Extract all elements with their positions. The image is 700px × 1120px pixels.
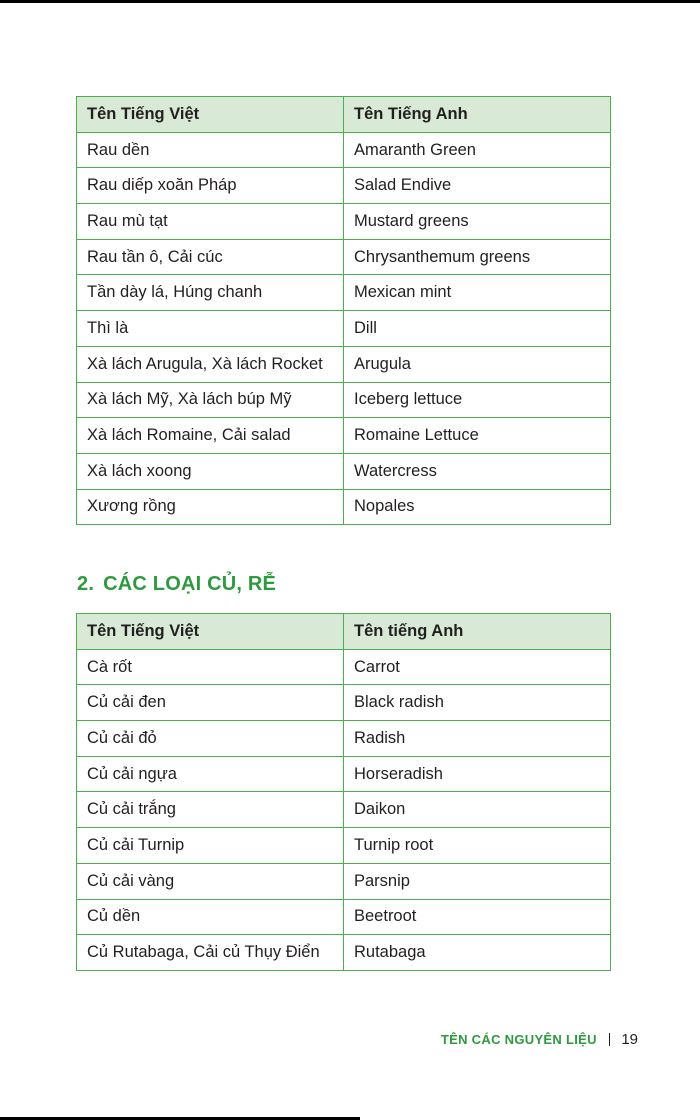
table-row — [77, 649, 611, 685]
page-number: 19 — [621, 1031, 638, 1048]
table-row — [77, 489, 611, 525]
section-heading — [77, 573, 276, 596]
leafy-greens-table — [76, 96, 611, 525]
column-header-english: Tên Tiếng Anh — [344, 97, 611, 133]
top-rule — [0, 0, 700, 3]
vietnamese-name-cell: Xà lách Arugula, Xà lách Rocket — [77, 346, 344, 382]
vietnamese-name-cell: Rau dền — [77, 132, 344, 168]
table-row — [77, 168, 611, 204]
english-name-cell: Watercress — [344, 453, 611, 489]
table-row — [77, 453, 611, 489]
table-row — [77, 792, 611, 828]
english-name-cell: Rutabaga — [344, 935, 611, 971]
english-name-cell: Black radish — [344, 685, 611, 721]
vietnamese-name-cell: Xương rồng — [77, 489, 344, 525]
english-name-cell: Mexican mint — [344, 275, 611, 311]
running-chapter-title: TÊN CÁC NGUYÊN LIỆU — [440, 1032, 597, 1047]
vietnamese-name-cell: Củ cải đỏ — [77, 721, 344, 757]
table-row — [77, 311, 611, 347]
vietnamese-name-cell: Rau diếp xoăn Pháp — [77, 168, 344, 204]
vietnamese-name-cell: Xà lách Romaine, Cải salad — [77, 418, 344, 454]
section-number: 2. — [77, 573, 95, 595]
vietnamese-name-cell: Củ cải vàng — [77, 863, 344, 899]
english-name-cell: Daikon — [344, 792, 611, 828]
english-name-cell: Parsnip — [344, 863, 611, 899]
table-row — [77, 756, 611, 792]
table-row — [77, 828, 611, 864]
column-header-english: Tên tiếng Anh — [344, 614, 611, 650]
vietnamese-name-cell: Củ cải trắng — [77, 792, 344, 828]
column-header-vietnamese: Tên Tiếng Việt — [77, 97, 344, 133]
table-row — [77, 346, 611, 382]
table-row — [77, 721, 611, 757]
english-name-cell: Mustard greens — [344, 204, 611, 240]
table-row — [77, 204, 611, 240]
english-name-cell: Salad Endive — [344, 168, 611, 204]
english-name-cell: Amaranth Green — [344, 132, 611, 168]
english-name-cell: Nopales — [344, 489, 611, 525]
table-row — [77, 132, 611, 168]
vietnamese-name-cell: Thì là — [77, 311, 344, 347]
vietnamese-name-cell: Củ dền — [77, 899, 344, 935]
vietnamese-name-cell: Củ cải ngựa — [77, 756, 344, 792]
table-row — [77, 418, 611, 454]
table-row — [77, 382, 611, 418]
table-row — [77, 275, 611, 311]
vietnamese-name-cell: Tần dày lá, Húng chanh — [77, 275, 344, 311]
table-row — [77, 863, 611, 899]
english-name-cell: Turnip root — [344, 828, 611, 864]
vietnamese-name-cell: Xà lách xoong — [77, 453, 344, 489]
section-title: CÁC LOẠI CỦ, RỄ — [103, 573, 277, 595]
english-name-cell: Dill — [344, 311, 611, 347]
vietnamese-name-cell: Xà lách Mỹ, Xà lách búp Mỹ — [77, 382, 344, 418]
table-header-row — [77, 614, 611, 650]
english-name-cell: Beetroot — [344, 899, 611, 935]
english-name-cell: Carrot — [344, 649, 611, 685]
english-name-cell: Chrysanthemum greens — [344, 239, 611, 275]
vietnamese-name-cell: Rau mù tạt — [77, 204, 344, 240]
english-name-cell: Romaine Lettuce — [344, 418, 611, 454]
english-name-cell: Arugula — [344, 346, 611, 382]
english-name-cell: Iceberg lettuce — [344, 382, 611, 418]
vietnamese-name-cell: Cà rốt — [77, 649, 344, 685]
table-row — [77, 935, 611, 971]
table-row — [77, 685, 611, 721]
column-header-vietnamese: Tên Tiếng Việt — [77, 614, 344, 650]
table-row — [77, 239, 611, 275]
page-footer — [441, 1031, 638, 1048]
footer-separator — [609, 1033, 611, 1046]
root-vegetables-table — [76, 613, 611, 971]
vietnamese-name-cell: Củ cải Turnip — [77, 828, 344, 864]
table-header-row — [77, 97, 611, 133]
vietnamese-name-cell: Củ cải đen — [77, 685, 344, 721]
vietnamese-name-cell: Củ Rutabaga, Cải củ Thụy Điển — [77, 935, 344, 971]
vietnamese-name-cell: Rau tần ô, Cải cúc — [77, 239, 344, 275]
english-name-cell: Radish — [344, 721, 611, 757]
table-row — [77, 899, 611, 935]
english-name-cell: Horseradish — [344, 756, 611, 792]
